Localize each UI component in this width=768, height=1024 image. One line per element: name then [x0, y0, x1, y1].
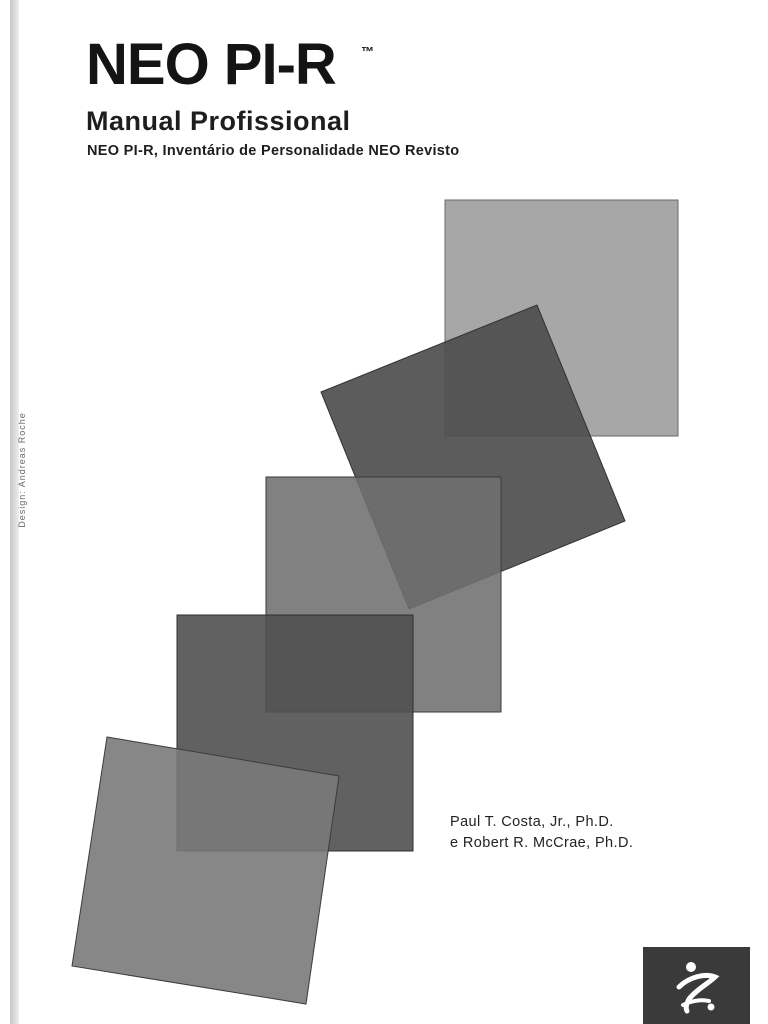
author-line-2: e Robert R. McCrae, Ph.D.: [450, 835, 634, 851]
book-subtitle-full-name: NEO PI-R, Inventário de Personalidade NEO Revisto: [87, 143, 460, 159]
design-credit: Design: Andreas Roche: [17, 412, 27, 528]
author-line-1: Paul T. Costa, Jr., Ph.D.: [450, 814, 614, 830]
book-title: NEO PI-R: [86, 32, 336, 97]
authors-block: [450, 812, 633, 854]
publisher-logo: [643, 947, 750, 1024]
artwork-square-tilted-bottom: [72, 737, 339, 1004]
book-subtitle: Manual Profissional: [86, 106, 351, 136]
trademark-symbol: ™: [361, 44, 374, 59]
publisher-figure-logo-icon: [643, 947, 750, 1024]
